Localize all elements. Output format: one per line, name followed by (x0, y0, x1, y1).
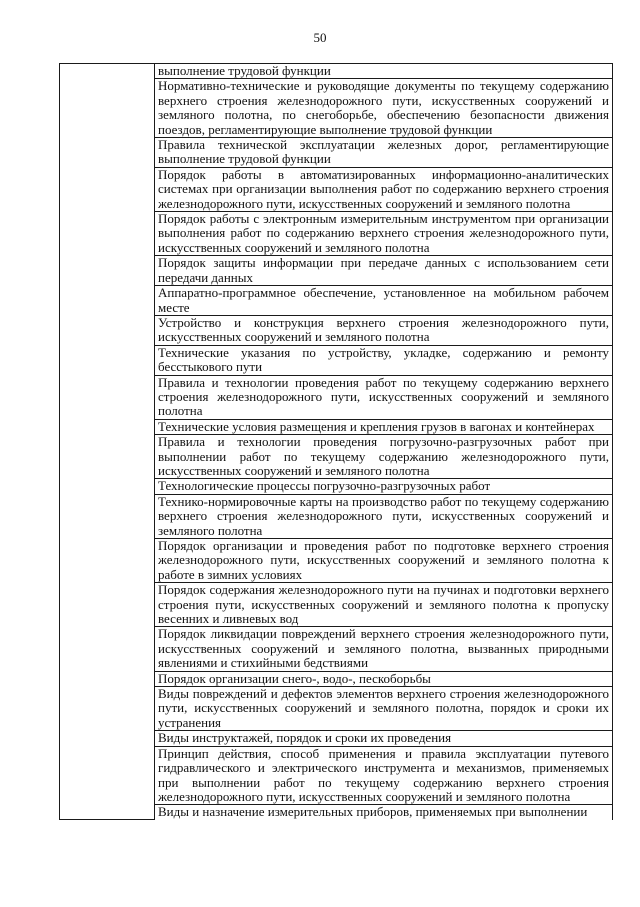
requirement-text-cell: Правила и технологии проведения работ по текущему содержанию верхнего строения железнодорожного пути, искусственных сооружений и земляного полотна (155, 375, 613, 419)
requirement-text-cell: Технические указания по устройству, укладке, содержанию и ремонту бесстыкового пути (155, 345, 613, 375)
requirement-text-cell: Порядок работы в автоматизированных информационно-аналитических системах при организации выполнения работ по содержанию верхнего строения железнодорожного пути, искусственных сооружений и земляного полотна (155, 167, 613, 211)
requirement-text-cell: Виды и назначение измерительных приборов, применяемых при выполнении (155, 805, 613, 820)
requirement-text-cell: Принцип действия, способ применения и правила эксплуатации путевого гидравлического и электрического инструмента и механизмов, применяемых при выполнении работ по текущему содержанию верхнего строения железнодорожного пути, искусственных сооружений и земляного полотна (155, 746, 613, 805)
requirement-text-cell: Технологические процессы погрузочно-разгрузочных работ (155, 479, 613, 494)
requirement-text-cell: Порядок работы с электронным измерительным инструментом при организации выполнения работ по содержанию верхнего строения железнодорожного пути, искусственных сооружений и земляного полотна (155, 212, 613, 256)
requirement-text-cell: Порядок организации и проведения работ по подготовке верхнего строения железнодорожного пути, искусственных сооружений и земляного полотна к работе в зимних условиях (155, 539, 613, 583)
requirement-text-cell: Технико-нормировочные карты на производство работ по текущему содержанию верхнего строения железнодорожного пути, искусственных сооружений и земляного полотна (155, 494, 613, 538)
requirement-text-cell: Порядок организации снего-, водо-, пескоборьбы (155, 671, 613, 686)
requirement-text-cell: Правила и технологии проведения погрузочно-разгрузочных работ при выполнении работ по текущему содержанию железнодорожного пути, искусственных сооружений и земляного полотна (155, 435, 613, 479)
requirement-text-cell: Правила технической эксплуатации железных дорог, регламентирующие выполнение трудовой функции (155, 138, 613, 168)
table-body (60, 64, 613, 820)
requirement-text-cell: Порядок ликвидации повреждений верхнего строения железнодорожного пути, искусственных сооружений и земляного полотна, вызванных природными явлениями и стихийными бедствиями (155, 627, 613, 671)
empty-left-column-cell (60, 64, 155, 820)
requirement-text-cell: выполнение трудовой функции (155, 64, 613, 79)
page-number: 50 (313, 30, 327, 45)
requirement-text-cell: Виды повреждений и дефектов элементов верхнего строения железнодорожного пути, искусственных сооружений и земляного полотна, порядок и сроки их устранения (155, 687, 613, 731)
requirement-text-cell: Технические условия размещения и крепления грузов в вагонах и контейнерах (155, 419, 613, 434)
requirement-text-cell: Порядок защиты информации при передаче данных с использованием сети передачи данных (155, 256, 613, 286)
table-row (60, 64, 613, 79)
knowledge-requirements-table (59, 63, 613, 820)
requirement-text-cell: Аппаратно-программное обеспечение, установленное на мобильном рабочем месте (155, 286, 613, 316)
requirement-text-cell: Нормативно-технические и руководящие документы по текущему содержанию верхнего строения железнодорожного пути, искусственных сооружений и земляного полотна, по снегоборьбе, обеспечению безопасности движения поездов, регламентирующие выполнение трудовой функции (155, 79, 613, 138)
requirement-text-cell: Виды инструктажей, порядок и сроки их проведения (155, 731, 613, 746)
requirement-text-cell: Устройство и конструкция верхнего строения железнодорожного пути, искусственных сооружений и земляного полотна (155, 315, 613, 345)
requirement-text-cell: Порядок содержания железнодорожного пути на пучинах и подготовки верхнего строения пути, искусственных сооружений и земляного полотна к пропуску весенних и ливневых вод (155, 583, 613, 627)
